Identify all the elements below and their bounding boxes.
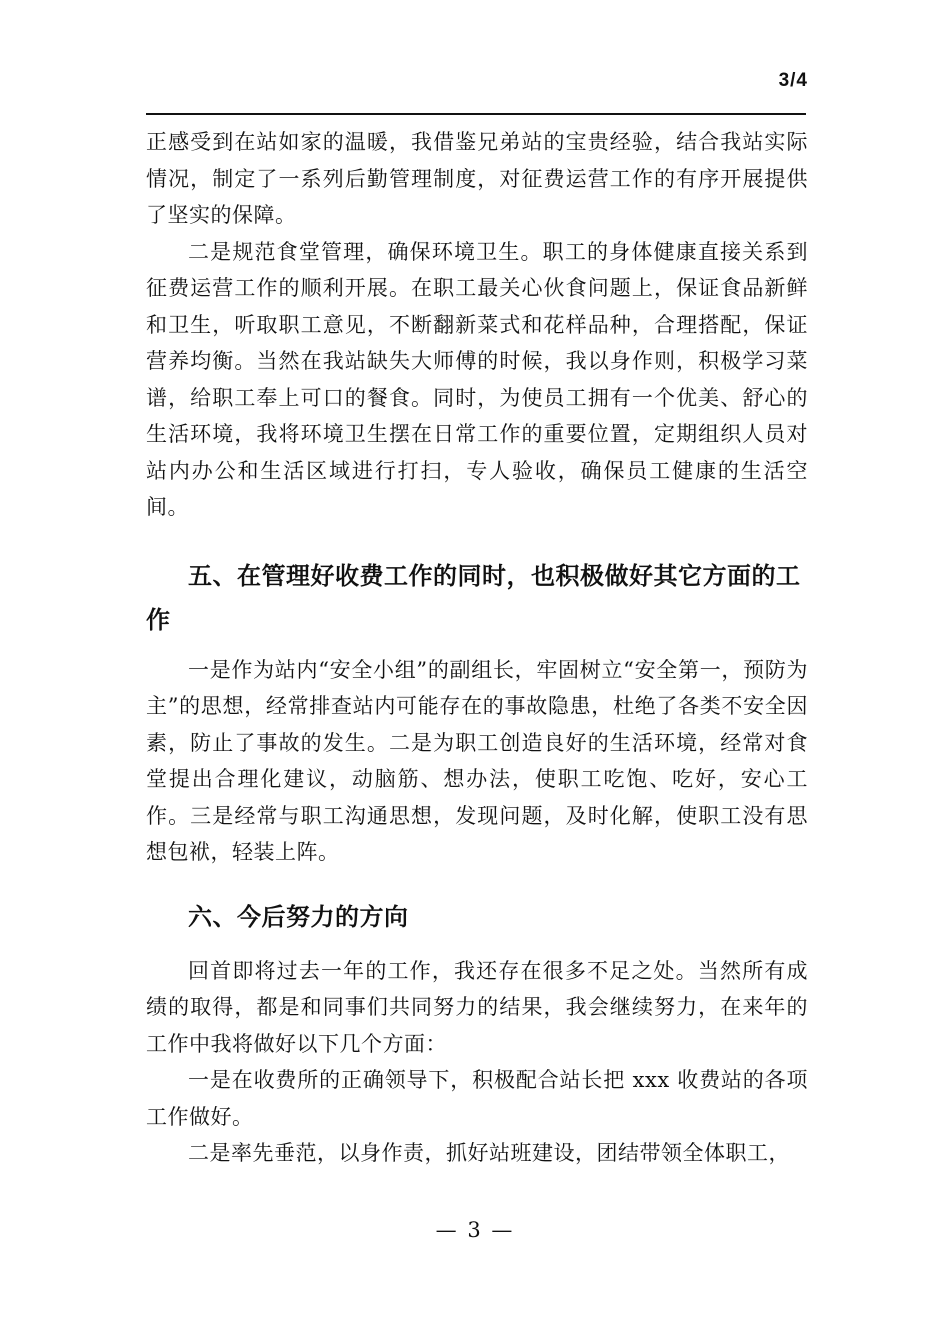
body-paragraph: 二是规范食堂管理，确保环境卫生。职工的身体健康直接关系到征费运营工作的顺利开展。在职工最关心伙食问题上，保证食品新鲜和卫生，听取职工意见，不断翻新菜式和花样品种，合理搭配，保证营养均衡。当然在我站缺失大师傅的时候，我以身作则，积极学习菜谱，给职工奉上可口的餐食。同时，为使员工拥有一个优美、舒心的生活环境，我将环境卫生摆在日常工作的重要位置，定期组织人员对站内办公和生活区域进行打扫，专人验收，确保员工健康的生活空间。 (146, 239, 808, 519)
body-paragraph: 二是率先垂范，以身作责，抓好站班建设，团结带领全体职工， (188, 1141, 790, 1165)
page-counter: 3/4 (778, 70, 808, 91)
body-paragraph: 一是在收费所的正确领导下，积极配合站长把 xxx 收费站的各项工作做好。 (146, 1068, 808, 1129)
body-paragraph: 正感受到在站如家的温暖，我借鉴兄弟站的宝贵经验，结合我站实际情况，制定了一系列后勤管理制度，对征费运营工作的有序开展提供了坚实的保障。 (146, 130, 808, 227)
section-heading-5: 五、在管理好收费工作的同时，也积极做好其它方面的工作 (146, 561, 801, 634)
header-divider (146, 113, 806, 115)
document-body (146, 124, 808, 1172)
body-paragraph: 一是作为站内“安全小组”的副组长，牢固树立“安全第一，预防为主”的思想，经常排查站内可能存在的事故隐患，杜绝了各类不安全因素，防止了事故的发生。二是为职工创造良好的生活环境，经常对食堂提出合理化建议，动脑筋、想办法，使职工吃饱、吃好，安心工作。三是经常与职工沟通思想，发现问题，及时化解，使职工没有思想包袱，轻装上阵。 (146, 657, 808, 864)
page-number: — 3 — (435, 1218, 515, 1242)
body-paragraph: 回首即将过去一年的工作，我还存在很多不足之处。当然所有成绩的取得，都是和同事们共同努力的结果，我会继续努力，在来年的工作中我将做好以下几个方面： (146, 958, 808, 1056)
section-heading-6: 六、今后努力的方向 (188, 902, 409, 931)
